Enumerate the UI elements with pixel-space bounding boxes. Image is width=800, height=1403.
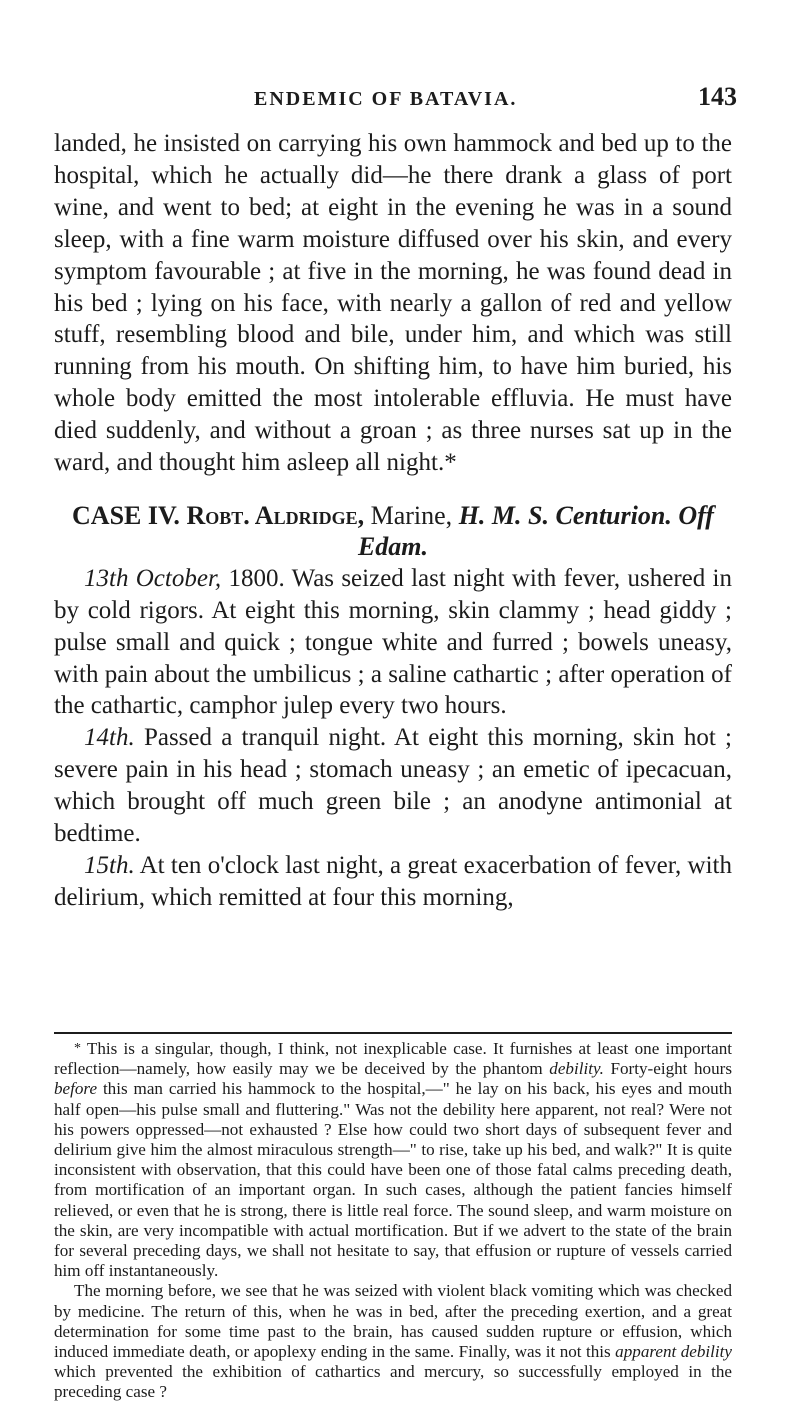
entry-date: 14th. bbox=[84, 724, 135, 752]
footnote-divider bbox=[54, 1032, 732, 1034]
footnote-text: The morning before, we see that he was seized with violent black vomiting which was checked by medicine. The return of this, when he was in bed, after the preceding exertion, and a great determination for some time past to the brain, has caused sudden rupture or effusion, which induced immediate death, or apoplexy ending in the same. Finally, was it not this bbox=[54, 1281, 732, 1362]
entry-text: At ten o'clock last night, a great exacerbation of fever, with delirium, which remitted at four this morning, bbox=[54, 851, 732, 911]
footnote-text: which prevented the exhibition of cathartics and mercury, so successfully employed in the preceding case ? bbox=[54, 1362, 732, 1402]
footnote-paragraph-2 bbox=[54, 1281, 732, 1402]
footnote-text: This is a singular, though, I think, not inexplicable case. It furnishes at least one important reflection—namely, how easily may we be deceived by the phantom bbox=[54, 1039, 732, 1079]
footnote-mark: * bbox=[74, 1041, 81, 1056]
case-heading bbox=[54, 500, 732, 563]
page-number: 143 bbox=[698, 82, 737, 111]
running-title: ENDEMIC OF BATAVIA. bbox=[254, 88, 518, 110]
footnote-emphasis: before bbox=[54, 1079, 98, 1099]
ship-name: H. M. S. Centurion. bbox=[458, 500, 672, 530]
entry-october-13 bbox=[54, 563, 732, 723]
footnote-text: Forty-eight hours bbox=[610, 1059, 732, 1079]
paragraph-continuation bbox=[54, 128, 732, 479]
entry-date: 13th October, bbox=[84, 564, 222, 592]
patient-rank: Marine, bbox=[370, 500, 453, 530]
footnote-reference: * bbox=[444, 449, 457, 477]
entry-date: 15th. bbox=[84, 851, 135, 879]
ship-location: Off Edam. bbox=[357, 500, 714, 562]
footnote-emphasis: debility. bbox=[549, 1059, 604, 1079]
entry-october-14 bbox=[54, 722, 732, 850]
page-header bbox=[0, 76, 800, 116]
entry-text: 1800. Was seized last night with fever, ushered in by cold rigors. At eight this morning, skin clammy ; head giddy ; pulse small and quick ; tongue white and furred ; bowels uneasy, with pain about the umbilicus ; a saline cathartic ; after operation of the cathartic, camphor julep every two hours. bbox=[54, 564, 732, 720]
paragraph-text: landed, he insisted on carrying his own hammock and bed up to the hospital, which he actually did—he there drank a glass of port wine, and went to bed; at eight in the evening he was in a sound sleep, with a fine warm moisture diffused over his skin, and every symptom favourable ; at five in the morning, he was found dead in his bed ; lying on his face, with nearly a gallon of red and yellow stuff, resembling blood and bile, under him, and which was still running from his mouth. On shifting him, to have him buried, his whole body emitted the most intolerable effluvia. He must have died suddenly, and without a groan ; as three nurses sat up in the ward, and thought him asleep all night. bbox=[54, 130, 732, 477]
patient-name: Robt. Aldridge, bbox=[186, 500, 365, 530]
footnote bbox=[54, 1039, 732, 1403]
entry-text: Passed a tranquil night. At eight this morning, skin hot ; severe pain in his head ; stomach uneasy ; an emetic of ipecacuan, which brought off much green bile ; an anodyne antimonial at bedtime. bbox=[54, 724, 732, 848]
footnote-paragraph-1 bbox=[54, 1039, 732, 1281]
entry-october-15 bbox=[54, 850, 732, 914]
footnote-text: this man carried his hammock to the hospital,—" he lay on his back, his eyes and mouth half open—his pulse small and fluttering." Was not the debility here apparent, not real? Were not his powers oppressed—not exhausted ? Else how could two short days of subsequent fever and delirium give him the almost miraculous strength—" to rise, take up his bed, and walk?" It is quite inconsistent with observation, that this could have been one of those fatal calms preceding death, from mortification of an important organ. In such cases, although the patient fancies himself relieved, or even that he is strong, there is little real force. The sound sleep, and warm moisture on the skin, are very incompatible with actual mortification. But if we advert to the state of the brain for several preceding days, we shall not hesitate to say, that effusion or rupture of vessels carried him off instantaneously. bbox=[54, 1079, 732, 1281]
main-text bbox=[54, 128, 732, 914]
case-number: CASE IV. bbox=[72, 500, 180, 530]
footnote-emphasis: apparent debility bbox=[615, 1342, 732, 1362]
